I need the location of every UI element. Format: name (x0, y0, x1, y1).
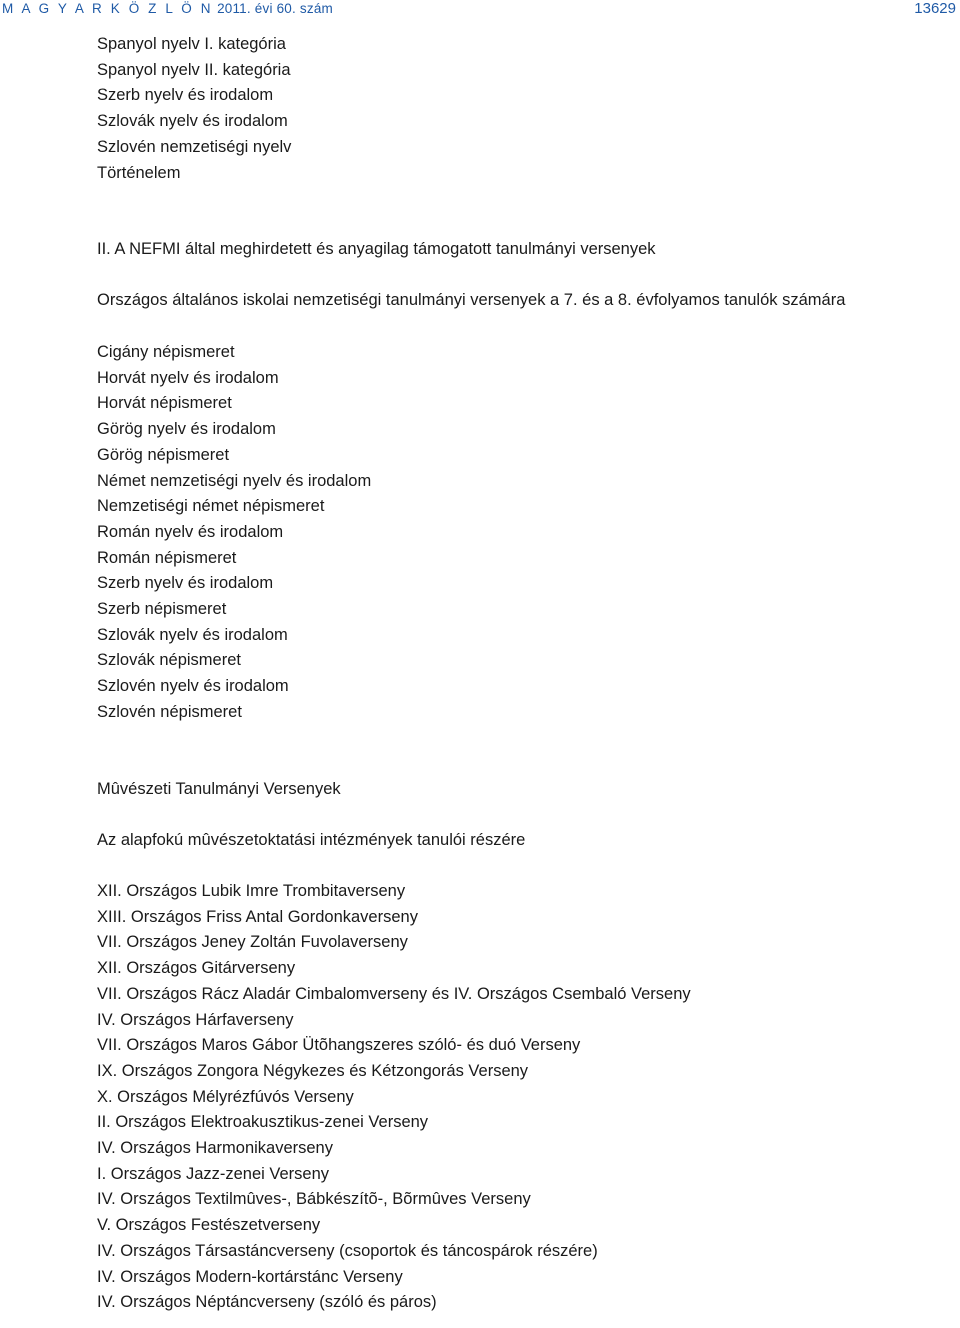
list-item: VII. Országos Rácz Aladár Cimbalomverseny és IV. Országos Csembaló Verseny (97, 984, 691, 1003)
list-item: XII. Országos Lubik Imre Trombitaverseny (97, 882, 406, 900)
section-heading: Mûvészeti Tanulmányi Versenyek (97, 780, 341, 798)
list-item: IX. Országos Zongora Négykezes és Kétzongorás Verseny (97, 1061, 529, 1080)
list-item: Német nemzetiségi nyelv és irodalom (97, 471, 372, 490)
list-item: Görög nyelv és irodalom (97, 420, 276, 439)
list-item: Görög népismeret (97, 445, 230, 464)
list-item: V. Országos Festészetverseny (97, 1216, 321, 1235)
list-item: Nemzetiségi német népismeret (97, 497, 325, 516)
list-item: Szlovén nemzetiségi nyelv (97, 137, 292, 156)
list-item: Román nyelv és irodalom (97, 522, 284, 541)
list-item: Román népismeret (97, 548, 237, 567)
list-item: Cigány népismeret (97, 343, 235, 361)
list-item: IV. Országos Néptáncverseny (szóló és páros) (97, 1293, 437, 1312)
page-number: 13629 (914, 0, 956, 17)
list-item: VII. Országos Maros Gábor Ütõhangszeres szóló- és duó Verseny (97, 1036, 581, 1055)
list-item: IV. Országos Textilmûves-, Bábkészítõ-, Bõrmûves Verseny (97, 1190, 531, 1209)
issue-info: 2011. évi 60. szám (217, 1, 333, 16)
list-item: II. Országos Elektroakusztikus-zenei Verseny (97, 1113, 429, 1132)
list-item: Szerb nyelv és irodalom (97, 86, 274, 105)
page-header (0, 0, 960, 20)
list-item: IV. Országos Harmonikaverseny (97, 1139, 333, 1157)
list-item: I. Országos Jazz-zenei Verseny (97, 1164, 330, 1183)
list-item: IV. Országos Hárfaverseny (97, 1010, 294, 1029)
list-item: Szlovén népismeret (97, 702, 242, 721)
list-item: Szlovák nyelv és irodalom (97, 625, 288, 644)
list-item: Szerb nyelv és irodalom (97, 574, 274, 593)
list-item: Szlovén nyelv és irodalom (97, 677, 289, 696)
journal-title: M A G Y A R K Ö Z L Ö N (2, 1, 214, 16)
list-item: Spanyol nyelv II. kategória (97, 60, 291, 79)
subsection-heading: Országos általános iskolai nemzetiségi tanulmányi versenyek a 7. és a 8. évfolyamos tanulók számára (97, 291, 846, 309)
list-item: Szerb népismeret (97, 600, 227, 618)
list-item: XIII. Országos Friss Antal Gordonkaverseny (97, 907, 418, 926)
subsection-heading: Az alapfokú mûvészetoktatási intézmények tanulói részére (97, 831, 526, 849)
list-item: XII. Országos Gitárverseny (97, 959, 296, 978)
list-item: VII. Országos Jeney Zoltán Fuvolaverseny (97, 933, 408, 952)
section-heading: II. A NEFMI által meghirdetett és anyagilag támogatott tanulmányi versenyek (97, 240, 656, 258)
list-item: Szlovák népismeret (97, 651, 241, 670)
list-item: IV. Országos Modern-kortárstánc Verseny (97, 1267, 403, 1286)
list-item: Horvát nyelv és irodalom (97, 368, 279, 387)
list-item: X. Országos Mélyrézfúvós Verseny (97, 1087, 354, 1106)
list-item: Horvát népismeret (97, 394, 232, 413)
list-item: Spanyol nyelv I. kategória (97, 35, 286, 53)
list-item: IV. Országos Társastáncverseny (csoportok és táncospárok részére) (97, 1241, 598, 1260)
running-header (2, 1, 333, 16)
list-item: Szlovák nyelv és irodalom (97, 112, 288, 131)
list-item: Történelem (97, 163, 181, 182)
